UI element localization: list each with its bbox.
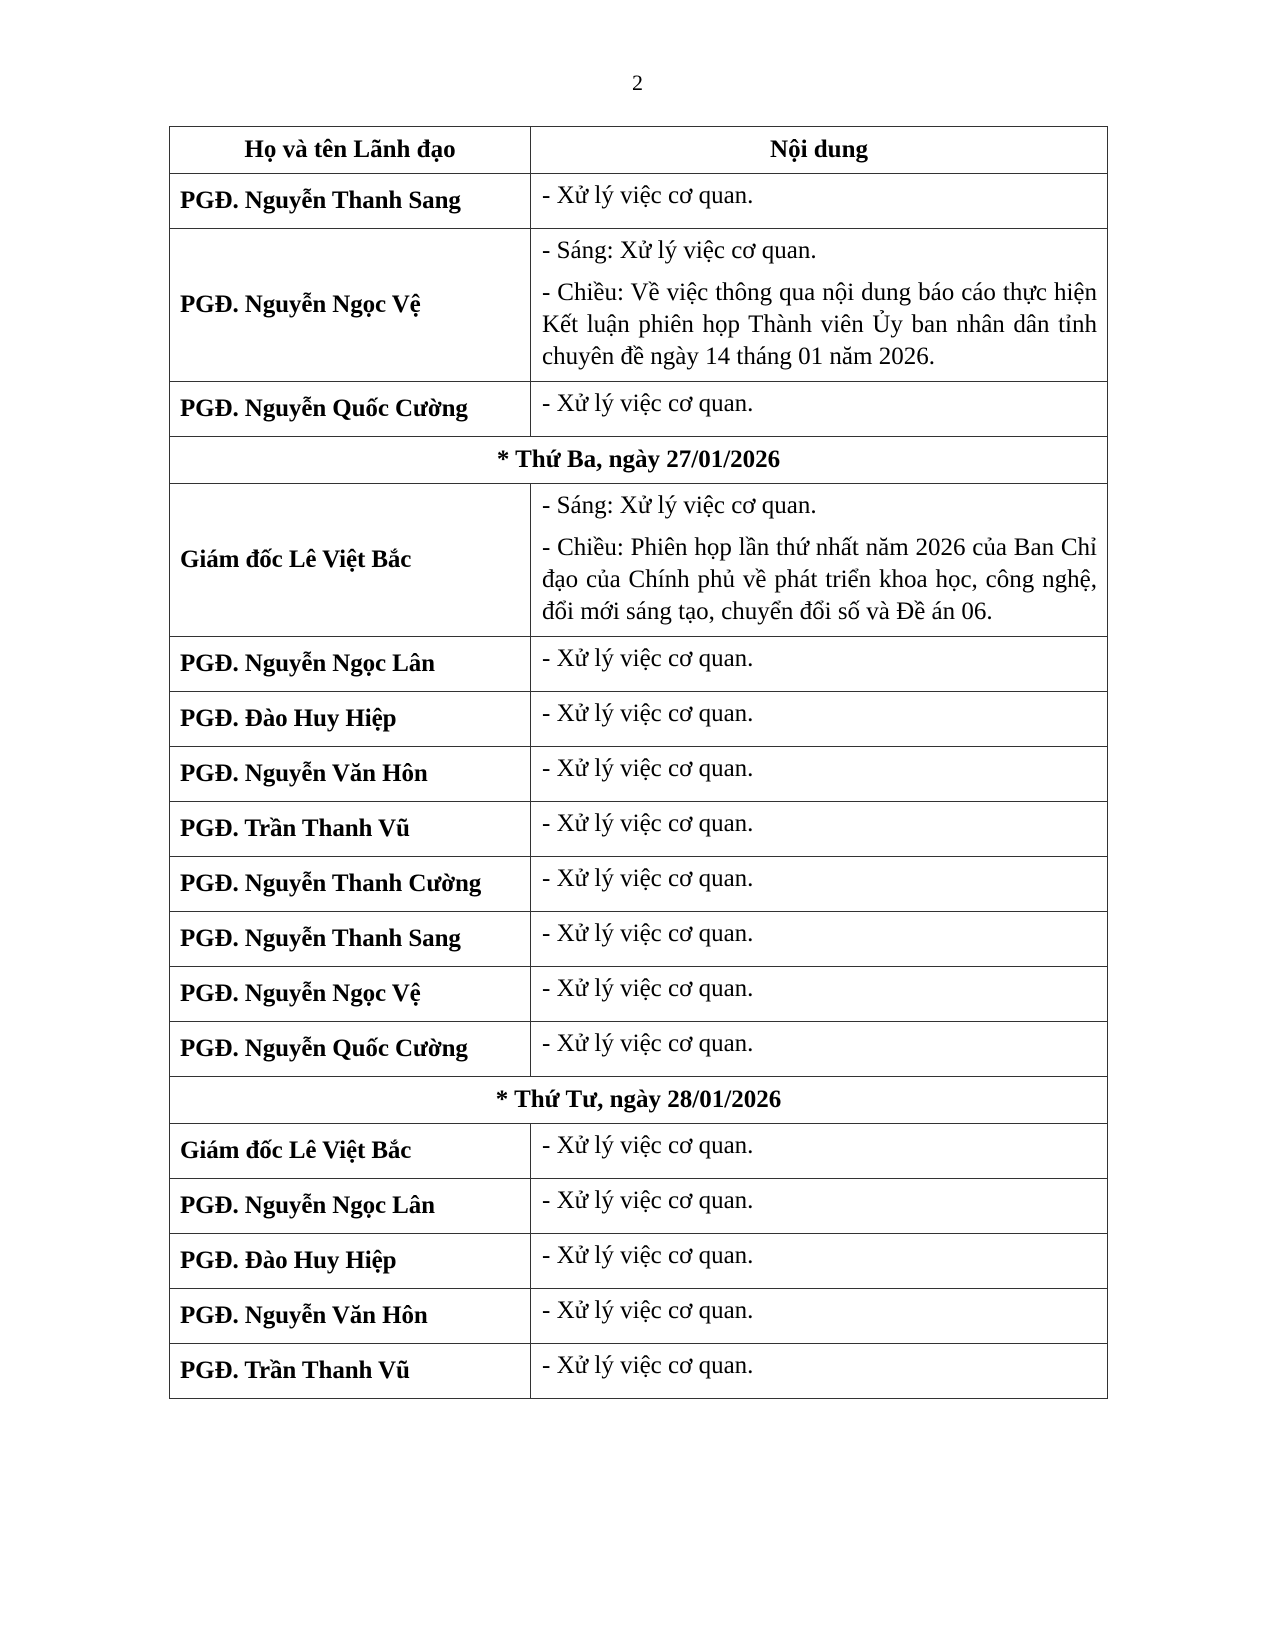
leader-name: PGĐ. Nguyễn Văn Hôn	[170, 747, 531, 802]
content-line: - Xử lý việc cơ quan.	[542, 700, 754, 727]
table-row	[170, 1344, 1108, 1399]
schedule-content	[531, 1179, 1108, 1234]
table-row	[170, 174, 1108, 229]
schedule-content	[531, 967, 1108, 1022]
leader-name: PGĐ. Nguyễn Ngọc Vệ	[170, 967, 531, 1022]
content-line: - Xử lý việc cơ quan.	[542, 755, 754, 782]
header-content: Nội dung	[531, 127, 1108, 174]
content-line: - Xử lý việc cơ quan.	[542, 1030, 754, 1057]
leader-name: PGĐ. Nguyễn Ngọc Vệ	[170, 229, 531, 382]
schedule-content	[531, 382, 1108, 437]
leader-name: PGĐ. Trần Thanh Vũ	[170, 1344, 531, 1399]
schedule-content	[531, 1234, 1108, 1289]
content-line: - Sáng: Xử lý việc cơ quan.	[542, 492, 817, 519]
content-line: - Xử lý việc cơ quan.	[542, 1187, 754, 1214]
table-row	[170, 1234, 1108, 1289]
leader-name: PGĐ. Trần Thanh Vũ	[170, 802, 531, 857]
content-line: - Xử lý việc cơ quan.	[542, 390, 754, 417]
leader-name: PGĐ. Nguyễn Ngọc Lân	[170, 637, 531, 692]
schedule-content	[531, 637, 1108, 692]
page-number: 2	[632, 70, 643, 95]
leader-name: PGĐ. Nguyễn Ngọc Lân	[170, 1179, 531, 1234]
leader-name: PGĐ. Nguyễn Quốc Cường	[170, 382, 531, 437]
table-row	[170, 747, 1108, 802]
day-label: * Thứ Ba, ngày 27/01/2026	[170, 437, 1108, 484]
content-line: - Sáng: Xử lý việc cơ quan.	[542, 237, 817, 264]
day-label: * Thứ Tư, ngày 28/01/2026	[170, 1077, 1108, 1124]
content-line: - Xử lý việc cơ quan.	[542, 1242, 754, 1269]
table-row	[170, 229, 1108, 382]
schedule-content	[531, 1022, 1108, 1077]
schedule-content	[531, 692, 1108, 747]
schedule-table	[169, 126, 1108, 1399]
table-row	[170, 484, 1108, 637]
content-line: - Xử lý việc cơ quan.	[542, 810, 754, 837]
leader-name: PGĐ. Nguyễn Quốc Cường	[170, 1022, 531, 1077]
leader-name: PGĐ. Nguyễn Thanh Sang	[170, 174, 531, 229]
table-row	[170, 802, 1108, 857]
leader-name: PGĐ. Nguyễn Thanh Sang	[170, 912, 531, 967]
table-row	[170, 382, 1108, 437]
content-line: - Xử lý việc cơ quan.	[542, 1352, 754, 1379]
leader-name: PGĐ. Đào Huy Hiệp	[170, 692, 531, 747]
content-line: - Xử lý việc cơ quan.	[542, 182, 754, 209]
table-row	[170, 1124, 1108, 1179]
content-line: - Xử lý việc cơ quan.	[542, 975, 754, 1002]
content-line: - Chiều: Phiên họp lần thứ nhất năm 2026 của Ban Chỉ đạo của Chính phủ về phát triển khoa học, công nghệ, đổi mới sáng tạo, chuyển đổi số và Đề án 06.	[542, 534, 1097, 625]
table-row	[170, 1289, 1108, 1344]
table-row	[170, 857, 1108, 912]
header-leader-name: Họ và tên Lãnh đạo	[170, 127, 531, 174]
schedule-content	[531, 174, 1108, 229]
table-row	[170, 637, 1108, 692]
schedule-content	[531, 1344, 1108, 1399]
schedule-content	[531, 1124, 1108, 1179]
content-line: - Xử lý việc cơ quan.	[542, 645, 754, 672]
leader-name: PGĐ. Đào Huy Hiệp	[170, 1234, 531, 1289]
content-line: - Chiều: Về việc thông qua nội dung báo cáo thực hiện Kết luận phiên họp Thành viên Ủy ban nhân dân tỉnh chuyên đề ngày 14 tháng 01 năm 2026.	[542, 279, 1097, 370]
leader-name: PGĐ. Nguyễn Văn Hôn	[170, 1289, 531, 1344]
table-row	[170, 912, 1108, 967]
content-line: - Xử lý việc cơ quan.	[542, 865, 754, 892]
schedule-content	[531, 229, 1108, 382]
schedule-content	[531, 747, 1108, 802]
table-row	[170, 967, 1108, 1022]
day-header-row	[170, 437, 1108, 484]
table-row	[170, 1022, 1108, 1077]
schedule-content	[531, 912, 1108, 967]
table-header-row	[170, 127, 1108, 174]
schedule-content	[531, 857, 1108, 912]
content-line: - Xử lý việc cơ quan.	[542, 1132, 754, 1159]
leader-name: Giám đốc Lê Việt Bắc	[170, 484, 531, 637]
leader-name: Giám đốc Lê Việt Bắc	[170, 1124, 531, 1179]
schedule-content	[531, 1289, 1108, 1344]
schedule-content	[531, 802, 1108, 857]
day-header-row	[170, 1077, 1108, 1124]
schedule-content	[531, 484, 1108, 637]
table-row	[170, 1179, 1108, 1234]
table-row	[170, 692, 1108, 747]
leader-name: PGĐ. Nguyễn Thanh Cường	[170, 857, 531, 912]
content-line: - Xử lý việc cơ quan.	[542, 1297, 754, 1324]
content-line: - Xử lý việc cơ quan.	[542, 920, 754, 947]
table-body	[170, 174, 1108, 1399]
